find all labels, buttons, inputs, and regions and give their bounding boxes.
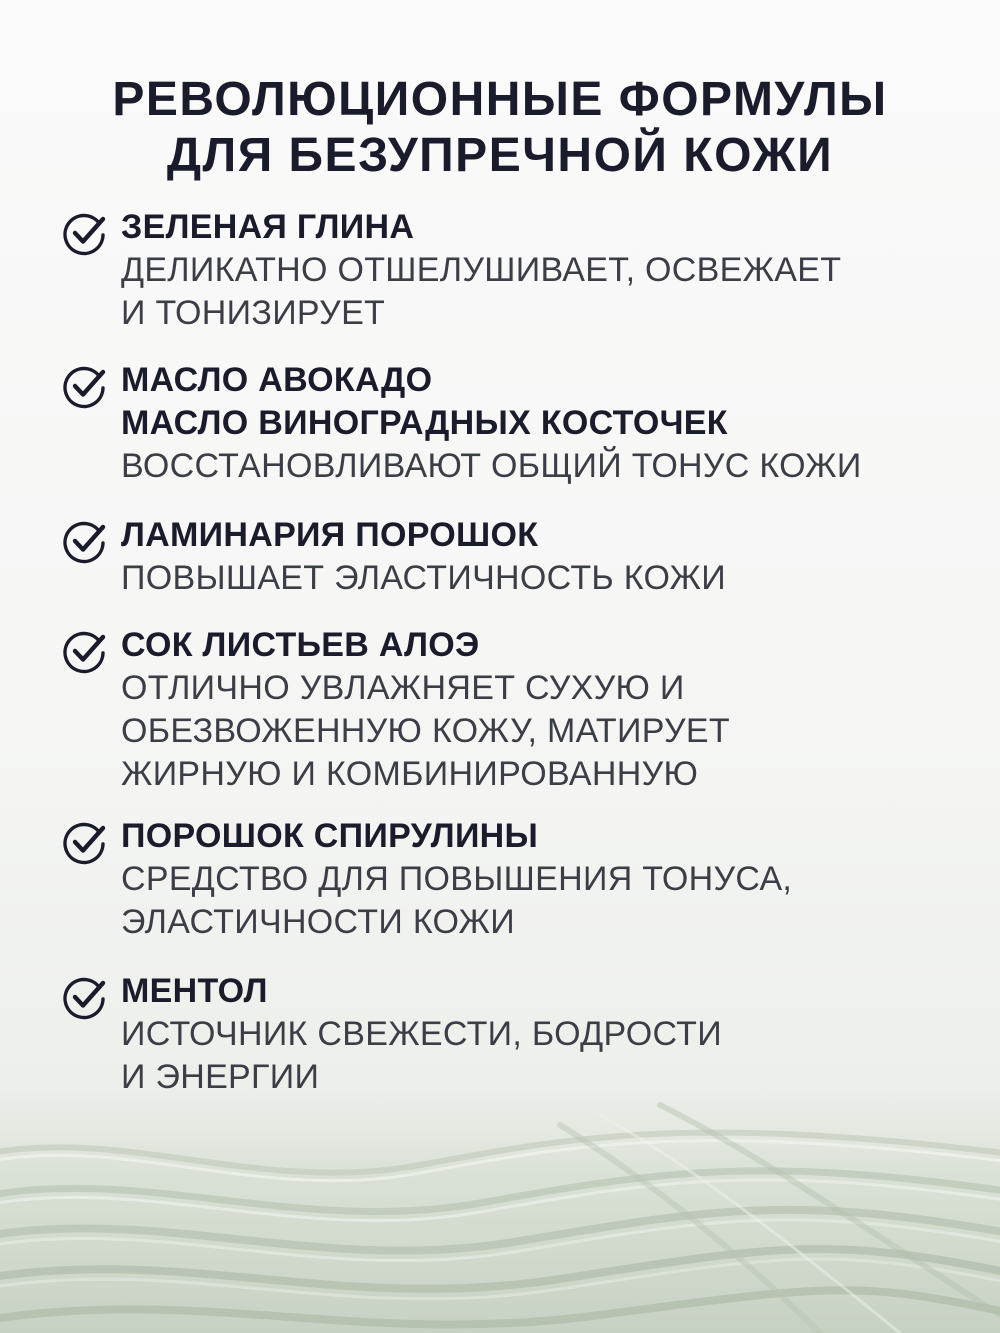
- ingredient-name: МАСЛО ВИНОГРАДНЫХ КОСТОЧЕК: [121, 404, 728, 442]
- ingredient-name: ПОРОШОК СПИРУЛИНЫ: [121, 817, 539, 855]
- ingredient-name: МЕНТОЛ: [121, 972, 268, 1010]
- ingredient-description: ЭЛАСТИЧНОСТИ КОЖИ: [121, 903, 515, 941]
- ingredient-name: ЗЕЛЕНАЯ ГЛИНА: [121, 208, 415, 246]
- ingredient-description: СРЕДСТВО ДЛЯ ПОВЫШЕНИЯ ТОНУСА,: [121, 860, 793, 898]
- green-clay-texture: [0, 1085, 1000, 1333]
- ingredient-name: СОК ЛИСТЬЕВ АЛОЭ: [121, 626, 480, 664]
- page-title: [0, 72, 1000, 184]
- ingredient-description: ВОССТАНОВЛИВАЮТ ОБЩИЙ ТОНУС КОЖИ: [121, 447, 862, 485]
- check-circle-icon: [62, 819, 108, 865]
- check-circle-icon: [62, 974, 108, 1020]
- ingredient-description: ПОВЫШАЕТ ЭЛАСТИЧНОСТЬ КОЖИ: [121, 559, 726, 597]
- ingredient-description: И ТОНИЗИРУЕТ: [121, 294, 386, 332]
- title-line-2: ДЛЯ БЕЗУПРЕЧНОЙ КОЖИ: [166, 129, 834, 182]
- title-line-1: РЕВОЛЮЦИОННЫЕ ФОРМУЛЫ: [112, 73, 888, 126]
- check-circle-icon: [62, 518, 108, 564]
- ingredient-description: ДЕЛИКАТНО ОТШЕЛУШИВАЕТ, ОСВЕЖАЕТ: [121, 251, 842, 289]
- ingredient-description: ОБЕЗВОЖЕННУЮ КОЖУ, МАТИРУЕТ: [121, 712, 730, 750]
- ingredient-description: И ЭНЕРГИИ: [121, 1058, 320, 1096]
- ingredient-description: ИСТОЧНИК СВЕЖЕСТИ, БОДРОСТИ: [121, 1015, 722, 1053]
- ingredient-description: ЖИРНУЮ И КОМБИНИРОВАННУЮ: [121, 755, 699, 793]
- ingredient-name: ЛАМИНАРИЯ ПОРОШОК: [121, 516, 539, 554]
- ingredient-name: МАСЛО АВОКАДО: [121, 361, 433, 399]
- ingredient-description: ОТЛИЧНО УВЛАЖНЯЕТ СУХУЮ И: [121, 669, 685, 707]
- check-circle-icon: [62, 363, 108, 409]
- check-circle-icon: [62, 628, 108, 674]
- check-circle-icon: [62, 210, 108, 256]
